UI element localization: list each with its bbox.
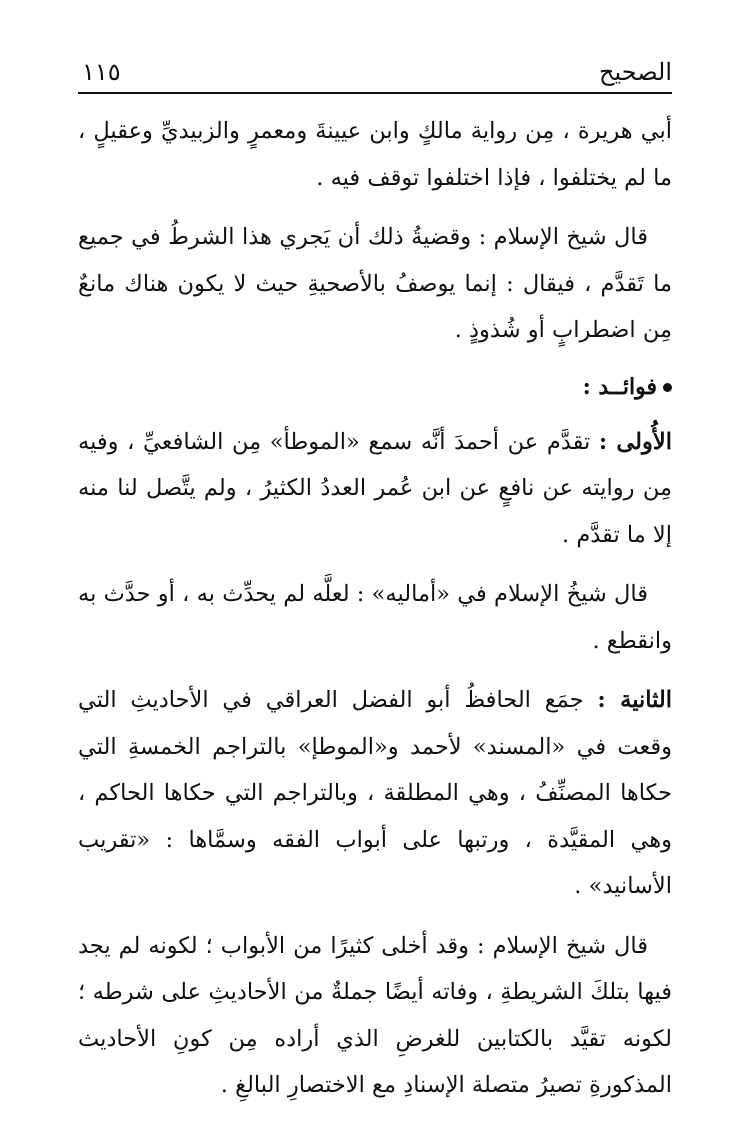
paragraph-3: [78, 419, 672, 559]
body-text: [78, 108, 672, 1109]
running-title: الصحيح: [598, 58, 672, 86]
paragraph-5-label: الثانية :: [597, 687, 673, 713]
paragraph-3-text: تقدَّم عن أحمدَ أنَّه سمع «الموطأ» مِن الشافعيِّ ، وفيه مِن روايته عن نافعٍ عن ابن عُمر العددُ الكثيرُ ، ولم يتَّصل لنا منه إلا ما تقدَّم .: [78, 428, 672, 548]
document-page: [78, 52, 672, 1122]
paragraph-2: قال شيخ الإسلام : وقضيةُ ذلك أن يَجري هذا الشرطُ في جميع ما تَقدَّم ، فيقال : إنما يوصفُ بالأصحيةِ حيث لا يكون هناك مانعٌ مِن اضطرابٍ أو شُذوذٍ .: [78, 224, 672, 343]
paragraph-1: أبي هريرة ، مِن رواية مالكٍ وابن عيينةَ ومعمرٍ والزبيديِّ وعقيلٍ ، ما لم يختلفوا ، فإذا اختلفوا توقف فيه .: [78, 118, 672, 191]
paragraph-6: قال شيخ الإسلام : وقد أخلى كثيرًا من الأبواب ؛ لكونه لم يجد فيها بتلكَ الشريطةِ ، وفاته أيضًا جملةٌ من الأحاديثِ على شرطه ؛ لكونه تقيَّد بالكتابين للغرضِ الذي أراده مِن كونِ الأحاديث المذكورةِ تصيرُ متصلة الإسنادِ مع الاختصارِ البالغِ .: [78, 932, 672, 1098]
section-heading: [78, 367, 672, 407]
running-header: [78, 52, 672, 94]
page-number: ١١٥: [82, 58, 121, 86]
paragraph-5: [78, 677, 672, 910]
section-heading-text: فوائــد :: [582, 373, 657, 400]
paragraph-5-text: جمَع الحافظُ أبو الفضل العراقي في الأحاديثِ التي وقعت في «المسند» لأحمد و«الموطإ» بالتراجم الخمسةِ التي حكاها المصنِّفُ ، وهي المطلقة ، وبالتراجم التي حكاها الحاكم ، وهي المقيَّدة ، ورتبها على أبواب الفقه وسمَّاها : «تقريب الأسانيد» .: [78, 687, 672, 899]
bullet-icon: [663, 383, 672, 392]
paragraph-3-label: الأُولى :: [598, 428, 672, 455]
paragraph-4: قال شيخُ الإسلام في «أماليه» : لعلَّه لم يحدِّث به ، أو حدَّث به وانقطع .: [78, 581, 672, 654]
